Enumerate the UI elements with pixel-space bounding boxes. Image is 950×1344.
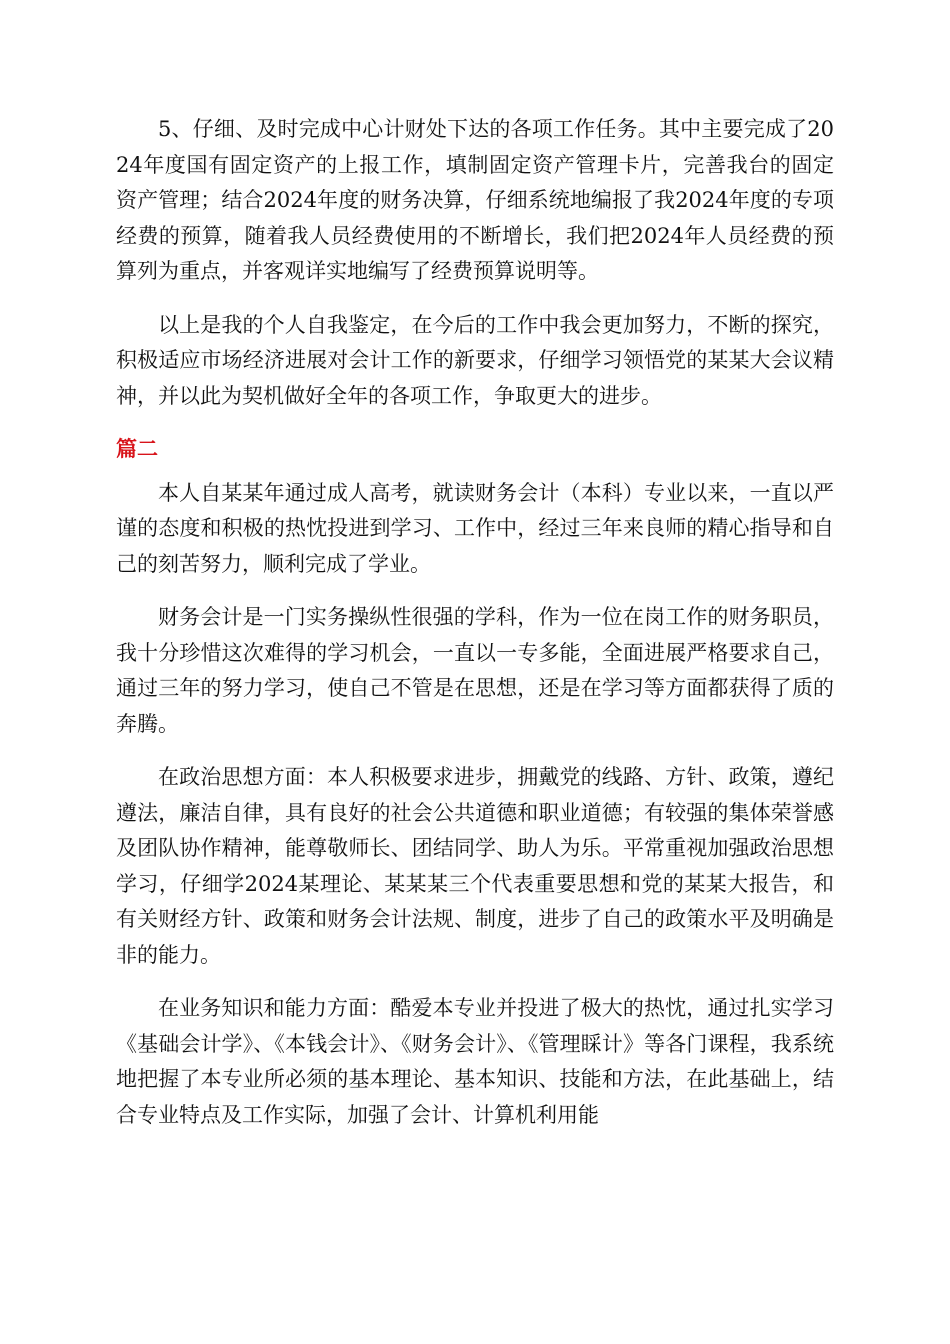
section-heading: 篇二 <box>116 437 158 461</box>
paragraph-task-five: 5、仔细、及时完成中心计财处下达的各项工作任务。其中主要完成了2024年度国有固定资产的上报工作，填制固定资产管理卡片，完善我台的固定资产管理；结合2024年度的财务决算，仔细系统地编报了我2024年度的专项经费的预算，随着我人员经费使用的不断增长，我们把2024年人员经费的预算列为重点，并客观详实地编写了经费预算说明等。 <box>116 117 834 283</box>
paragraph-political-thought: 在政治思想方面：本人积极要求进步，拥戴党的线路、方针、政策，遵纪遵法，廉洁自律，具有良好的社会公共道德和职业道德；有较强的集体荣誉感及团队协作精神，能尊敬师长、团结同学、助人为乐。平常重视加强政治思想学习，仔细学2024某理论、某某某三个代表重要思想和党的某某大报告，和有关财经方针、政策和财务会计法规、制度，进步了自己的政策水平及明确是非的能力。 <box>116 765 834 967</box>
paragraph-professional-knowledge: 在业务知识和能力方面：酷爱本专业并投进了极大的热忱，通过扎实学习《基础会计学》、《本钱会计》、《财务会计》、《管理睬计》等各门课程，我系统地把握了本专业所必须的基本理论、基本知识、技能和方法，在此基础上，结合专业特点及工作实际，加强了会计、计算机利用能 <box>116 996 834 1127</box>
paragraph-financial-accounting: 财务会计是一门实务操纵性很强的学科，作为一位在岗工作的财务职员，我十分珍惜这次难得的学习机会，一直以一专多能，全面进展严格要求自己，通过三年的努力学习，使自己不管是在思想，还是在学习等方面都获得了质的奔腾。 <box>116 605 834 736</box>
paragraph-study-intro: 本人自某某年通过成人高考，就读财务会计（本科）专业以来，一直以严谨的态度和积极的热忱投进到学习、工作中，经过三年来良师的精心指导和自己的刻苦努力，顺利完成了学业。 <box>116 480 834 576</box>
document-body <box>116 112 834 1151</box>
paragraph-self-appraisal-conclusion: 以上是我的个人自我鉴定，在今后的工作中我会更加努力，不断的探究，积极适应市场经济进展对会计工作的新要求，仔细学习领悟党的某某大会议精神，并以此为契机做好全年的各项工作，争取更大的进步。 <box>116 312 834 408</box>
